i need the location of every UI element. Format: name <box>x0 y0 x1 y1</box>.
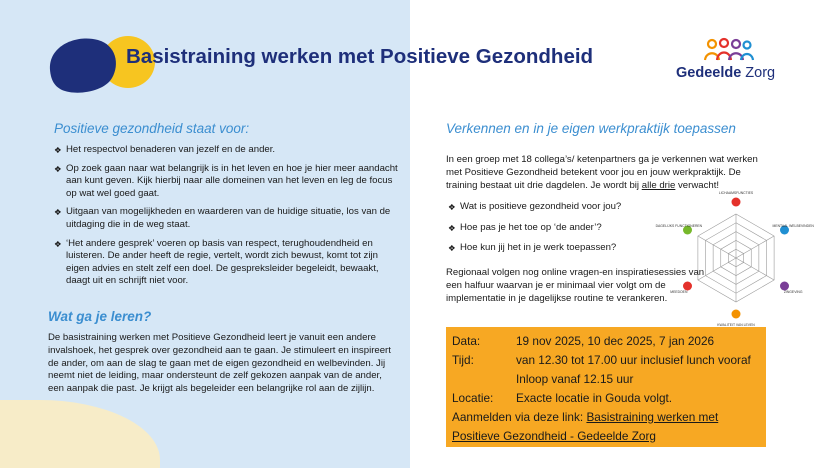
aanmelden-line: Aanmelden via deze link: Basistraining werken met <box>452 410 719 424</box>
brand-name: Gedeelde Zorg <box>676 65 776 81</box>
heading-positieve-gezondheid: Positieve gezondheid staat voor: <box>54 121 250 136</box>
page-title: Basistraining werken met Positieve Gezondheid <box>126 45 594 68</box>
data-label: Data: <box>452 334 481 348</box>
list-item: ❖ ‘Het andere gesprek’ voeren op basis van respect, terughoudendheid en luisteren. De ander heeft de regie, vertelt, wordt zich bewust, komt tot zijn eigen advies en stelt zelf een doel. De gespreksleider begeleidt, bewaakt, daagt uit en schrijft niet voor. <box>54 237 379 287</box>
diamond-bullet-icon: ❖ <box>448 202 456 212</box>
left-bullet-list <box>54 144 399 294</box>
locatie-value: Exacte locatie in Gouda volgt. <box>516 391 673 405</box>
domain-icon <box>732 198 741 207</box>
list-item: ❖ Wat is positieve gezondheid voor jou? <box>448 201 622 212</box>
domain-label: LICHAAMSFUNCTIES <box>718 191 754 195</box>
list-item: ❖ Het respectvol benaderen van jezelf en de ander. <box>54 144 276 155</box>
diamond-bullet-icon: ❖ <box>54 207 62 218</box>
diamond-bullet-icon: ❖ <box>54 163 62 174</box>
spiderweb-axis <box>736 236 774 258</box>
list-item: ❖ Hoe kun jij het in je werk toepassen? <box>448 242 617 253</box>
heading-wat-ga-je-leren: Wat ga je leren? <box>48 309 152 324</box>
follow-up-paragraph: Regionaal volgen nog online vragen-en inspiratiesessies van een halfuur waarvan je er minimaal vier volgt om de implementatie in je dagelijkse routine te verankeren. <box>446 267 705 304</box>
signup-link[interactable]: Basistraining werken met <box>586 410 719 424</box>
list-item: ❖ Op zoek gaan naar wat belangrijk is in het leven en hoe je hier meer aandacht aan kunt geven. Kijk hierbij naar alle domeinen van het leven en leg de focus op wat wel goed gaat. <box>54 162 398 199</box>
domain-label: KWALITEIT VAN LEVEN <box>717 323 755 327</box>
data-value: 19 nov 2025, 10 dec 2025, 7 jan 2026 <box>516 334 715 348</box>
learning-paragraph: De basistraining werken met Positieve Gezondheid leert je vanuit een andere invalshoek, het gesprek over gezondheid aan te gaan. Je stimuleert en inspireert de ander, om aan de slag te gaan met de eigen gezondheid en welbevinden. Jij neemt niet de leiding, maar ondersteunt de zelf gekozen aanpak van de ander, een aanpak die past. Je krijgt als begeleider een belangrijke rol aan de zijlijn. <box>48 332 391 395</box>
right-bullet-list <box>448 201 621 263</box>
domain-label: MEEDOEN <box>670 290 688 294</box>
inloop-value: Inloop vanaf 12.15 uur <box>516 372 634 386</box>
diamond-bullet-icon: ❖ <box>54 145 62 155</box>
signup-link-continued[interactable]: Positieve Gezondheid - Gedeelde Zorg <box>452 429 656 443</box>
intro-paragraph: In een groep met 18 collega’s/ ketenpartners ga je verkennen wat werken met Positieve Gezondheid betekent voor jou en jouw werkpraktijk. De training bestaat uit drie dagdelen. Je wordt bij alle drie verwacht! <box>446 154 758 191</box>
diamond-bullet-icon: ❖ <box>448 243 456 253</box>
diamond-bullet-icon: ❖ <box>54 238 62 249</box>
locatie-label: Locatie: <box>452 391 494 405</box>
spiderweb-axis <box>736 258 774 280</box>
heading-verkennen: Verkennen en in je eigen werkpraktijk toepassen <box>446 121 736 136</box>
list-item: ❖ Uitgaan van mogelijkheden en waarderen van de huidige situatie, los van de uitdaging die in de weg staat. <box>54 206 391 230</box>
tijd-label: Tijd: <box>452 353 474 367</box>
spiderweb-axis <box>698 236 736 258</box>
training-info-box <box>446 327 766 447</box>
domain-icon <box>732 310 741 319</box>
list-item: ❖ Hoe pas je het toe op ‘de ander’? <box>448 221 602 233</box>
domain-label: MENTAAL WELBEVINDEN <box>772 224 814 228</box>
diamond-bullet-icon: ❖ <box>448 222 456 233</box>
domain-label: ZINGEVING <box>783 290 803 294</box>
tijd-value: van 12.30 tot 17.00 uur inclusief lunch vooraf <box>516 353 751 367</box>
domain-label: DAGELIJKS FUNCTIONEREN <box>655 224 703 228</box>
